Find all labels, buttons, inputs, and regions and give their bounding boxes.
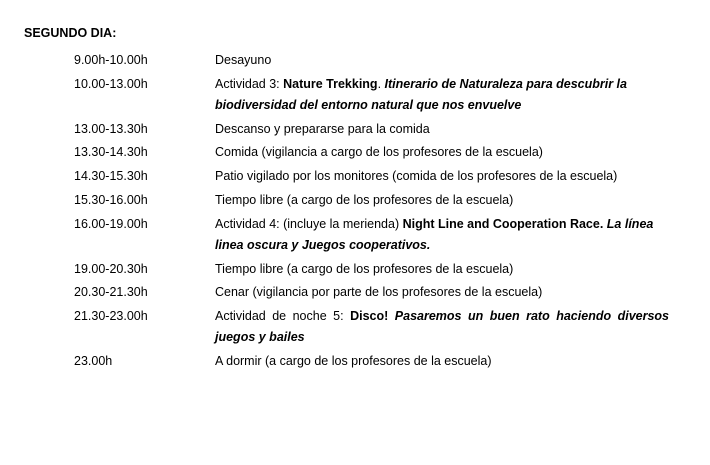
description-text: A dormir (a cargo de los profesores de la escuela) (215, 353, 492, 368)
schedule-row (74, 351, 674, 372)
schedule-row (74, 214, 674, 256)
schedule-time: 16.00-19.00h (74, 216, 148, 231)
schedule-time: 23.00h (74, 353, 113, 368)
schedule-row (74, 282, 674, 303)
schedule-description (215, 306, 669, 348)
description-text: Patio vigilado por los monitores (comida de los profesores de la escuela) (215, 169, 618, 184)
description-text: Cenar (vigilancia por parte de los profesores de la escuela) (215, 285, 543, 300)
schedule-row (74, 74, 674, 116)
schedule-time: 13.00-13.30h (74, 121, 148, 136)
schedule-list (74, 50, 674, 375)
schedule-description (215, 259, 669, 280)
schedule-time: 20.30-21.30h (74, 285, 148, 300)
schedule-time: 9.00h-10.00h (74, 53, 148, 67)
activity-name: Disco! (350, 309, 389, 324)
schedule-time: 13.30-14.30h (74, 145, 148, 160)
schedule-description (215, 282, 669, 303)
activity-subtitle: Itinerario de Naturaleza para descubrir la biodiversidad del entorno natural que nos envuelve (215, 76, 627, 112)
schedule-description (215, 74, 669, 116)
schedule-row (74, 190, 674, 211)
schedule-row (74, 50, 674, 71)
schedule-time: 15.30-16.00h (74, 192, 148, 207)
schedule-row (74, 166, 674, 187)
schedule-time: 14.30-15.30h (74, 169, 148, 184)
description-text: Comida (vigilancia a cargo de los profesores de la escuela) (215, 145, 543, 160)
schedule-description (215, 190, 669, 211)
description-text: Desayuno (215, 53, 272, 67)
day-heading: SEGUNDO DIA: (24, 26, 117, 40)
schedule-time: 21.30-23.00h (74, 309, 148, 324)
schedule-description (215, 166, 669, 187)
description-text: Tiempo libre (a cargo de los profesores de la escuela) (215, 192, 514, 207)
schedule-time: 10.00-13.00h (74, 76, 148, 91)
schedule-row (74, 259, 674, 280)
activity-subtitle: La línea linea oscura y Juegos cooperativos. (215, 216, 654, 252)
schedule-row (74, 142, 674, 163)
description-text: Tiempo libre (a cargo de los profesores de la escuela) (215, 261, 514, 276)
schedule-row (74, 306, 674, 348)
description-text: Actividad de noche 5: (215, 309, 351, 324)
description-text: Actividad 4: (incluye la merienda) (215, 216, 403, 231)
description-text: . (377, 76, 385, 91)
schedule-description (215, 214, 669, 256)
schedule-description (215, 50, 669, 71)
schedule-time: 19.00-20.30h (74, 261, 148, 276)
activity-subtitle: Pasaremos un buen rato haciendo diversos juegos y bailes (215, 309, 670, 345)
schedule-description (215, 119, 669, 140)
schedule-description (215, 142, 669, 163)
activity-name: Night Line and Cooperation Race. (402, 216, 604, 231)
schedule-description (215, 351, 669, 372)
description-text: Descanso y prepararse para la comida (215, 121, 430, 136)
schedule-row (74, 119, 674, 140)
description-text: Actividad 3: (215, 76, 284, 91)
activity-name: Nature Trekking (283, 76, 378, 91)
